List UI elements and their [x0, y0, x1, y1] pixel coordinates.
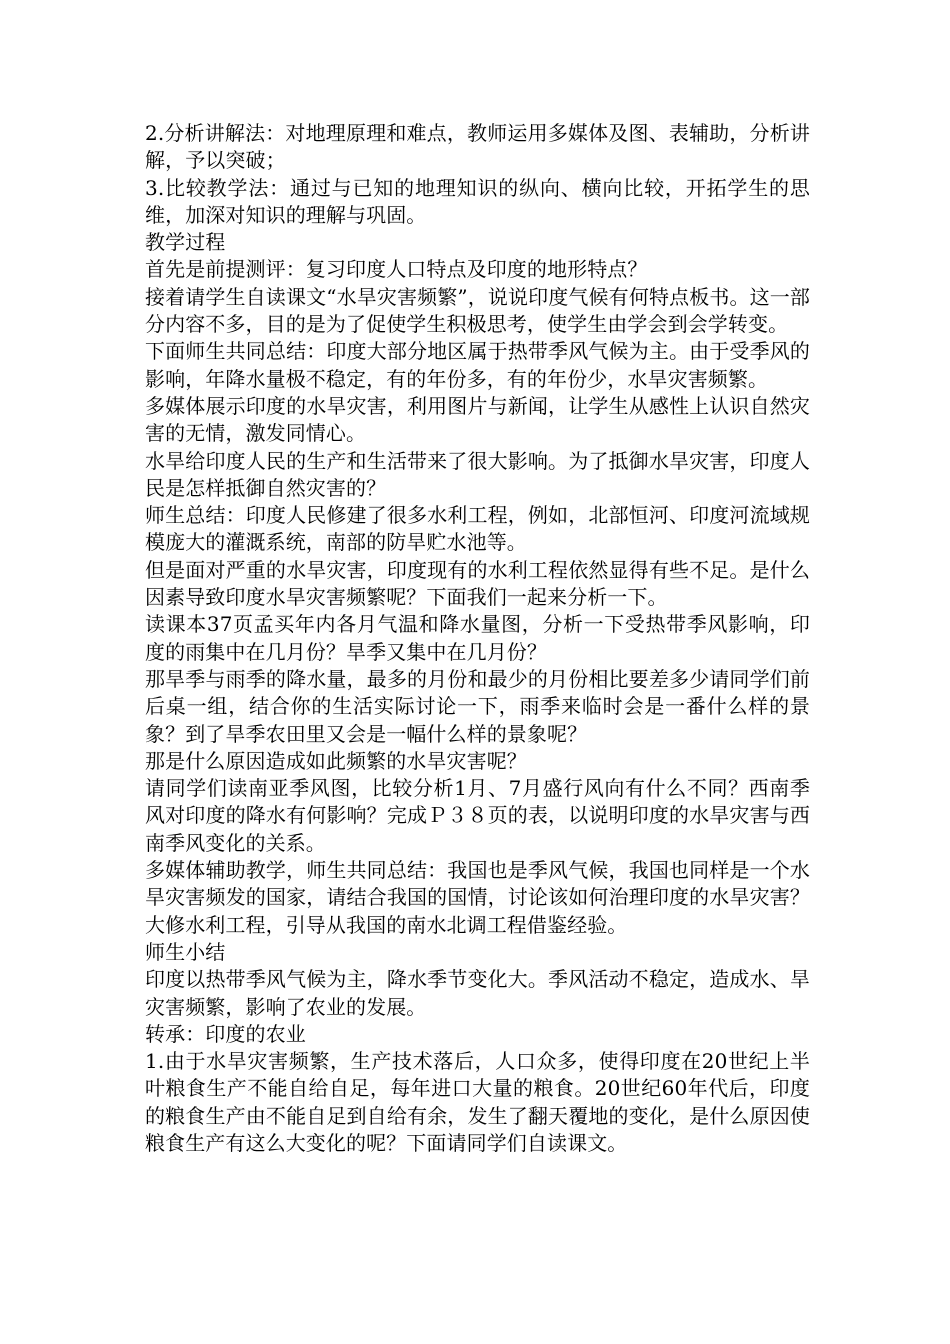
section-heading-teaching-process: 教学过程 [145, 230, 226, 255]
paragraph-pretest: 首先是前提测评：复习印度人口特点及印度的地形特点？ [145, 257, 648, 282]
paragraph-summary: 印度以热带季风气候为主，降水季节变化大。季风活动不稳定，造成水、旱灾害频繁，影响了农业的发展。 [145, 967, 810, 1019]
section-heading-summary: 师生小结 [145, 939, 226, 964]
paragraph-discussion: 那旱季与雨季的降水量，最多的月份和最少的月份相比要差多少请同学们前后桌一组，结合你的生活实际讨论一下，雨季来临时会是一番什么样的景象？到了旱季农田里又会是一幅什么样的景象呢？ [145, 666, 810, 746]
paragraph-cause-question: 那是什么原因造成如此频繁的水旱灾害呢？ [145, 748, 527, 773]
paragraph-water-projects: 师生总结：印度人民修建了很多水利工程，例如，北部恒河、印度河流域规模庞大的灌溉系统，南部的防旱贮水池等。 [145, 503, 810, 555]
paragraph-agriculture: 1.由于水旱灾害频繁，生产技术落后，人口众多，使得印度在20世纪上半叶粮食生产不能自给自足，每年进口大量的粮食。20世纪60年代后，印度的粮食生产由不能自足到自给有余，发生了翻天覆地的变化，是什么原因使粮食生产有这么大变化的呢？下面请同学们自读课文。 [145, 1049, 810, 1155]
paragraph-monsoon-map: 请同学们读南亚季风图，比较分析1月、7月盛行风向有什么不同？西南季风对印度的降水有何影响？完成Ｐ３８页的表，以说明印度的水旱灾害与西南季风变化的关系。 [145, 776, 810, 855]
section-heading-agriculture: 转承：印度的农业 [145, 1021, 306, 1046]
paragraph-self-reading: 接着请学生自读课文“水旱灾害频繁”，说说印度气候有何特点板书。这一部分内容不多，目的是为了促使学生积极思考，使学生由学会到会学转变。 [145, 284, 810, 337]
paragraph-summary-climate: 下面师生共同总结：印度大部分地区属于热带季风气候为主。由于受季风的影响，年降水量极不稳定，有的年份多，有的年份少，水旱灾害频繁。 [145, 339, 810, 391]
paragraph-china-comparison: 多媒体辅助教学，师生共同总结：我国也是季风气候，我国也同样是一个水旱灾害频发的国家，请结合我国的国情，讨论该如何治理印度的水旱灾害？大修水利工程，引导从我国的南水北调工程借鉴经验。 [145, 858, 810, 937]
paragraph-analysis-method: 2.分析讲解法：对地理原理和难点，教师运用多媒体及图、表辅助，分析讲解，予以突破； [145, 121, 810, 173]
paragraph-mumbai-chart: 读课本37页孟买年内各月气温和降水量图，分析一下受热带季风影响，印度的雨集中在几月份？旱季又集中在几月份？ [145, 612, 810, 664]
paragraph-multimedia-disasters: 多媒体展示印度的水旱灾害，利用图片与新闻，让学生从感性上认识自然灾害的无情，激发同情心。 [145, 393, 810, 446]
paragraph-insufficiency: 但是面对严重的水旱灾害，印度现有的水利工程依然显得有些不足。是什么因素导致印度水旱灾害频繁呢？下面我们一起来分析一下。 [145, 557, 810, 610]
document-page [145, 120, 810, 1157]
paragraph-impact-question: 水旱给印度人民的生产和生活带来了很大影响。为了抵御水旱灾害，印度人民是怎样抵御自然灾害的？ [145, 448, 810, 500]
paragraph-comparison-method: 3.比较教学法：通过与已知的地理知识的纵向、横向比较，开拓学生的思维，加深对知识的理解与巩固。 [145, 175, 810, 227]
